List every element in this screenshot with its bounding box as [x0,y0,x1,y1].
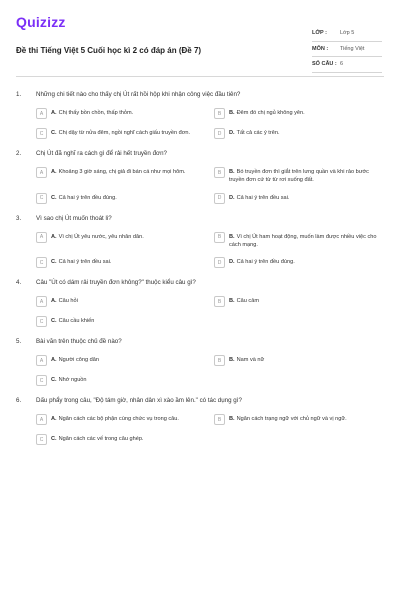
info-row-class [312,26,382,42]
option-letter: D. [229,130,235,136]
option-content [51,108,133,118]
option-checkbox[interactable]: D [214,257,225,268]
answer-option[interactable] [36,108,206,120]
option-checkbox[interactable]: C [36,128,47,139]
info-label: SỐ CÂU : [312,61,337,68]
question-text: Câu "Út có dám rải truyền đơn không?" thuộc kiểu câu gì? [36,279,196,286]
option-letter: B. [229,357,235,363]
option-text: Ngăn cách các vế trong câu ghép. [58,436,144,442]
question-2 [16,150,384,205]
option-content [51,375,87,385]
option-letter: B. [229,110,235,116]
answer-option[interactable] [36,167,206,185]
header-divider [16,76,384,77]
option-content [229,108,305,118]
option-content [229,128,280,138]
option-letter: C. [51,436,57,442]
option-content [51,193,117,203]
option-letter: C. [51,318,57,324]
option-text: Câu cảm [236,298,259,304]
answer-option[interactable] [36,257,206,269]
option-checkbox[interactable]: A [36,296,47,307]
option-text: Bó truyền đơn thì giắt trên lưng quần và khi rảo bước truyền đơn cứ từ từ rơi xuống đất. [229,169,369,183]
option-checkbox[interactable]: B [214,232,225,243]
question-header [16,91,384,98]
option-checkbox[interactable]: C [36,375,47,386]
option-text: Cả hai ý trên đều đúng. [236,259,295,265]
info-label: MÔN : [312,45,329,52]
option-letter: B. [229,233,235,240]
info-table [312,26,382,73]
option-content [51,232,144,242]
question-header [16,150,384,157]
option-text: Chị dậy từ nửa đêm, ngồi nghĩ cách giấu truyền đơn. [58,130,191,136]
option-checkbox[interactable]: A [36,167,47,178]
question-number: 5. [16,338,22,345]
question-list [16,91,384,446]
question-6 [16,397,384,446]
info-value: 6 [340,61,344,68]
option-letter: C. [51,194,57,201]
option-letter: C. [51,130,57,136]
answer-option[interactable] [36,414,206,426]
option-content [229,232,384,250]
option-text: Cả hai ý trên đều đúng. [58,194,117,201]
question-5 [16,338,384,387]
option-text: Chị thấy bồn chồn, thấp thỏm. [58,110,134,116]
option-checkbox[interactable]: D [214,128,225,139]
quizizz-logo: Quizizz [16,14,66,30]
option-letter: A. [51,357,57,363]
answer-option[interactable] [214,128,384,140]
option-text: Câu hỏi [58,298,78,304]
answer-option[interactable] [36,355,206,367]
option-letter: C. [51,259,57,265]
option-letter: A. [51,298,57,304]
option-content [229,296,259,306]
info-row-subject [312,42,382,58]
answer-option[interactable] [214,257,384,269]
question-text: Bài văn trên thuộc chủ đề nào? [36,338,122,345]
question-header [16,338,384,345]
option-letter: B. [229,416,235,422]
option-checkbox[interactable]: A [36,355,47,366]
answer-option[interactable] [214,296,384,308]
question-number: 3. [16,214,22,222]
option-text: Nam và nữ [236,357,265,363]
option-content [51,414,179,424]
question-4 [16,279,384,328]
answer-options [16,108,384,140]
option-content [51,257,111,267]
question-number: 4. [16,279,22,286]
info-value: Tiếng Việt [340,45,365,52]
answer-options [16,296,384,328]
answer-option[interactable] [214,355,384,367]
option-content [51,128,190,138]
option-letter: B. [229,169,235,175]
option-text: Khoảng 3 giờ sáng, chị giả đi bán cá như mọi hôm. [58,169,186,175]
question-text: Chị Út đã nghĩ ra cách gì để rải hết truyền đơn? [36,150,167,157]
option-content [51,355,99,365]
option-text: Đêm đó chị ngủ không yên. [236,110,305,116]
option-content [229,167,384,185]
answer-options [16,414,384,446]
option-text: Ngăn cách trạng ngữ với chủ ngữ và vị ngữ. [236,416,347,422]
option-checkbox[interactable]: A [36,108,47,119]
option-checkbox[interactable]: A [36,232,47,243]
option-content [229,257,295,267]
question-number: 1. [16,91,22,98]
answer-options [16,167,384,205]
info-label: LỚP : [312,30,327,37]
question-header [16,279,384,286]
question-1 [16,91,384,140]
option-content [51,316,94,326]
answer-option[interactable] [36,434,206,446]
option-letter: D. [229,259,235,265]
option-content [229,414,347,424]
option-text: Cả hai ý trên đều sai. [58,259,112,265]
answer-option[interactable] [36,375,206,387]
option-content [51,296,78,306]
option-content [51,434,144,444]
option-checkbox[interactable]: A [36,414,47,425]
option-content [229,193,289,203]
question-header [16,397,384,404]
option-text: Ngăn cách các bộ phận cùng chức vụ trong câu. [58,416,179,422]
option-text: Cả hai ý trên đều sai. [236,194,290,201]
answer-option[interactable] [36,128,206,140]
option-content [51,167,185,177]
question-number: 6. [16,397,22,404]
option-checkbox[interactable]: B [214,296,225,307]
option-letter: A. [51,416,57,422]
option-checkbox[interactable]: B [214,108,225,119]
answer-options [16,355,384,387]
answer-option[interactable] [214,167,384,185]
option-text: Câu cầu khiến [58,318,95,324]
option-text: Vì chị Út yêu nước, yêu nhân dân. [58,233,144,240]
question-text: Vì sao chị Út muốn thoát li? [36,214,112,222]
question-3 [16,215,384,270]
option-checkbox[interactable]: B [214,414,225,425]
option-letter: D. [229,194,235,201]
option-letter: A. [51,233,57,240]
option-letter: A. [51,169,57,175]
option-checkbox[interactable]: D [214,193,225,204]
answer-options [16,232,384,270]
option-checkbox[interactable]: C [36,434,47,445]
answer-option[interactable] [214,108,384,120]
answer-option[interactable] [214,414,384,426]
option-letter: B. [229,298,235,304]
option-letter: A. [51,110,57,116]
option-checkbox[interactable]: C [36,257,47,268]
option-checkbox[interactable]: C [36,316,47,327]
answer-option[interactable] [36,316,206,328]
option-text: Vì chị Út ham hoạt động, muốn làm được nhiều việc cho cách mạng. [229,233,377,248]
answer-option[interactable] [214,193,384,205]
question-number: 2. [16,150,22,157]
answer-option[interactable] [36,193,206,205]
option-content [229,355,264,365]
answer-option[interactable] [36,296,206,308]
info-value: Lớp 5 [340,30,355,37]
question-text: Những chi tiết nào cho thấy chị Út rất hồi hộp khi nhận công việc đầu tiên? [36,91,241,98]
answer-option[interactable] [214,232,384,250]
info-row-question-count [312,57,382,73]
option-checkbox[interactable]: B [214,167,225,178]
question-header [16,215,384,222]
answer-option[interactable] [36,232,206,250]
option-letter: C. [51,377,57,383]
option-text: Tất cả các ý trên. [236,130,280,136]
option-text: Nhớ nguồn [58,377,87,383]
question-text: Dấu phẩy trong câu, "Độ tám giờ, nhân dân xì xào ầm lên." có tác dụng gì? [36,397,242,404]
worksheet-header [16,14,384,72]
exam-title: Đề thi Tiếng Việt 5 Cuối học kì 2 có đáp án (Đề 7) [16,46,202,55]
option-text: Người công dân [58,357,99,363]
option-checkbox[interactable]: C [36,193,47,204]
option-checkbox[interactable]: B [214,355,225,366]
